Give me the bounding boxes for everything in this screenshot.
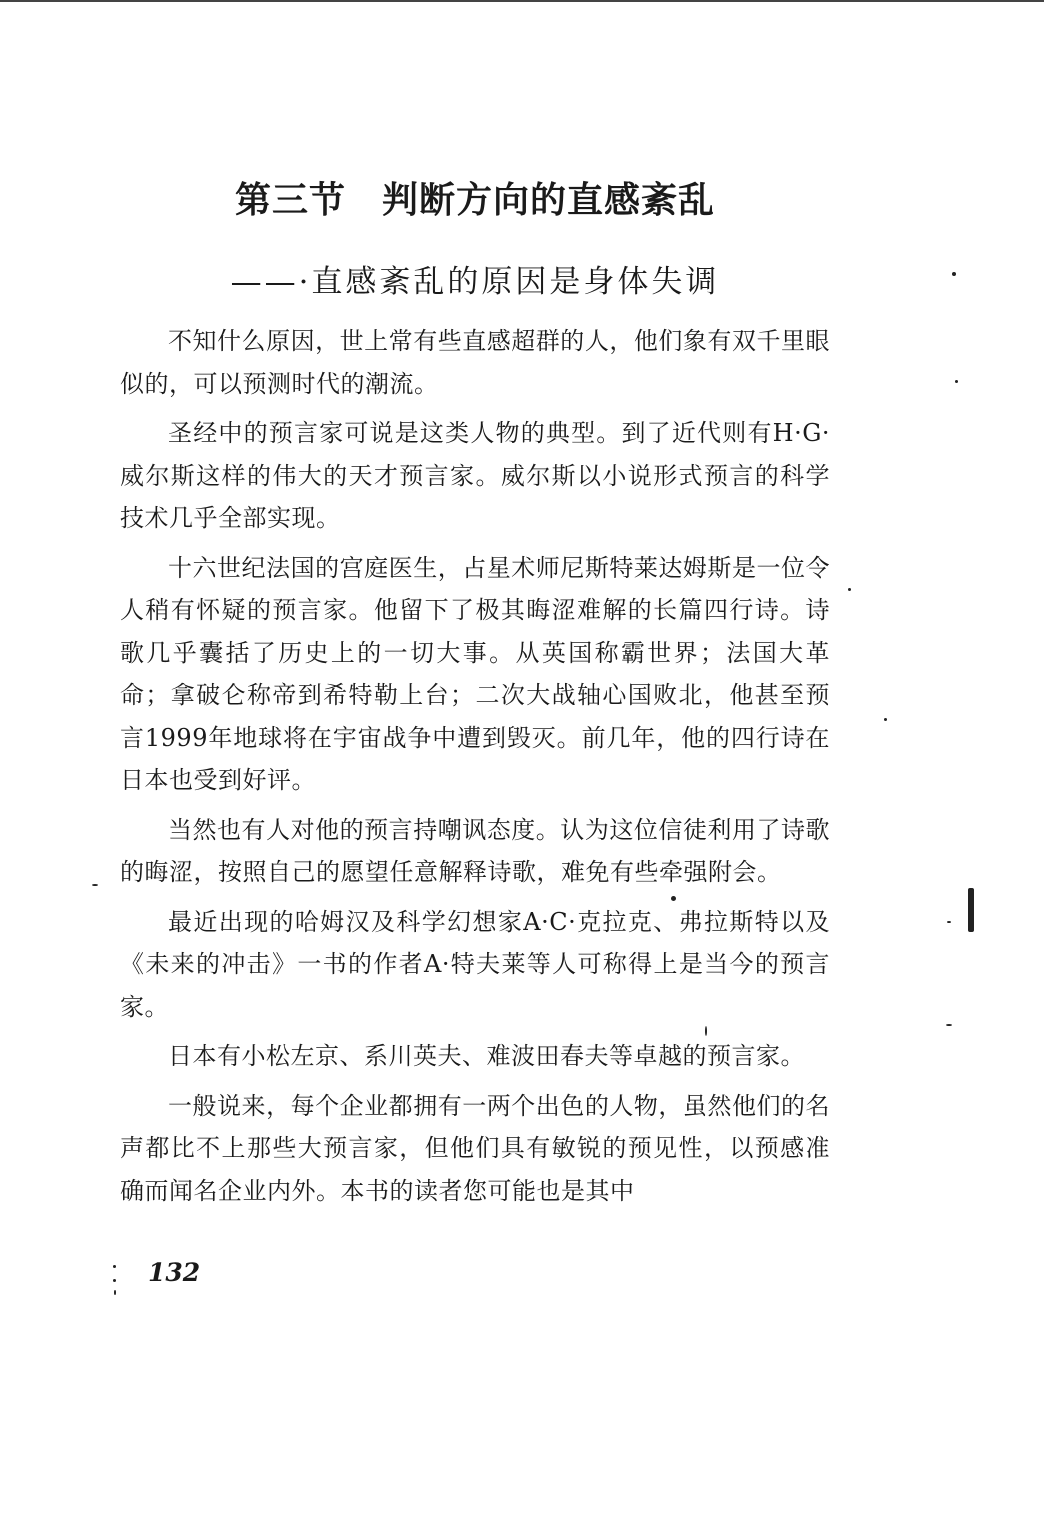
paragraph: 不知什么原因，世上常有些直感超群的人，他们象有双千里眼似的，可以预测时代的潮流。: [120, 327, 830, 398]
paragraph: 十六世纪法国的宫庭医生，占星术师尼斯特莱达姆斯是一位令人稍有怀疑的预言家。他留下了极其晦涩难解的长篇四行诗。诗歌几乎囊括了历史上的一切大事。从英国称霸世界；法国大革命；拿破仑称帝到希特勒上台；二次大战轴心国败北，他甚至预言1999年地球将在宇宙战争中遭到毁灭。前几年，他的四行诗在日本也受到好评。: [120, 553, 830, 794]
scan-speck: [705, 1026, 707, 1036]
scan-speck: [884, 718, 887, 721]
section-title: [120, 172, 830, 223]
section-number: 第三节: [234, 180, 346, 221]
scan-speck: [113, 1279, 116, 1282]
scan-speck: [968, 888, 974, 932]
paragraph: 日本有小松左京、系川英夫、难波田春夫等卓越的预言家。: [168, 1042, 805, 1070]
scan-speck: [848, 588, 851, 591]
scan-speck: [671, 896, 676, 901]
section-heading-text: 判断方向的直感紊乱: [382, 180, 716, 221]
paragraph: 一般说来，每个企业都拥有一两个出色的人物，虽然他们的名声都比不上那些大预言家，但他们具有敏锐的预见性，以预感准确而闻名企业内外。本书的读者您可能也是其中: [120, 1091, 830, 1205]
scan-edge-line: [0, 0, 1044, 2]
paragraph: 当然也有人对他的预言持嘲讽态度。认为这位信徒利用了诗歌的晦涩，按照自己的愿望任意解释诗歌，难免有些牵强附会。: [120, 815, 830, 886]
scan-speck: [92, 884, 98, 886]
body-text: [120, 320, 830, 1212]
page-number: 132: [148, 1258, 201, 1287]
paragraph: 圣经中的预言家可说是这类人物的典型。到了近代则有H·G·威尔斯这样的伟大的天才预言家。威尔斯以小说形式预言的科学技术几乎全部实现。: [120, 419, 830, 532]
scan-speck: [113, 1265, 116, 1268]
scan-speck: [947, 921, 951, 923]
scan-speck: [955, 380, 958, 383]
scan-speck: [952, 272, 956, 276]
section-subtitle: ——·直感紊乱的原因是身体失调: [230, 264, 720, 300]
scan-speck: [946, 1024, 952, 1026]
paragraph: 最近出现的哈姆汉及科学幻想家A·C·克拉克、弗拉斯特以及《未来的冲击》一书的作者A·特夫莱等人可称得上是当今的预言家。: [120, 907, 830, 1021]
scan-speck: [114, 1290, 116, 1295]
